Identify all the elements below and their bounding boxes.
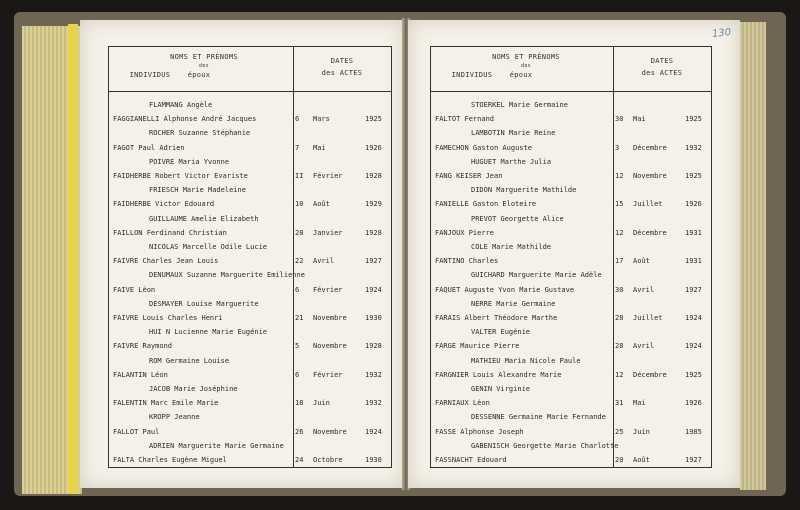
- des-actes-label: des ACTES: [321, 69, 363, 77]
- act-day: 6: [295, 370, 300, 379]
- individual-name: FANJOUX Pierre: [435, 228, 495, 237]
- act-day: 5: [295, 342, 300, 351]
- right-register-table: [430, 46, 712, 468]
- act-month: Décembre: [633, 143, 667, 152]
- page-edges-right: [740, 22, 766, 490]
- individual-name: FAIVRE Louis Charles Henri: [113, 314, 223, 322]
- act-month: Août: [633, 257, 650, 266]
- act-month: Avril: [633, 342, 655, 351]
- act-year: 1924: [365, 427, 382, 436]
- individual-name: FARGNIER Louis Alexandre Marie: [435, 370, 562, 379]
- act-year: 1928: [365, 172, 382, 180]
- individual-name: FASSNACHT Edouard: [435, 456, 507, 464]
- act-month: Décembre: [633, 228, 667, 237]
- act-day: 15: [615, 200, 624, 209]
- spouse-name: DIDON Marguerite Mathilde: [471, 186, 577, 195]
- des-actes-label: des ACTES: [641, 69, 683, 77]
- act-year: 1925: [685, 115, 702, 124]
- des-label: des: [199, 63, 209, 69]
- individual-name: FALTA Charles Eugène Miguel: [113, 456, 227, 464]
- individual-name: FAIDHERBE Victor Edouard: [113, 200, 215, 209]
- spouse-name: POIVRE Maria Yvonne: [149, 157, 230, 166]
- spouse-name: COLE Marie Mathilde: [471, 243, 552, 251]
- spouse-name: STOERKEL Marie Germaine: [471, 101, 568, 109]
- act-day: 12: [615, 172, 624, 180]
- act-year: 1932: [685, 143, 702, 152]
- act-month: Novembre: [313, 342, 347, 351]
- names-header: NOMS ET PRÉNOMS: [170, 53, 238, 61]
- spouse-name: GUICHARD Marguerite Marie Adèle: [471, 271, 602, 280]
- individual-name: FALLOT Paul: [113, 427, 160, 436]
- act-year: 1931: [685, 228, 702, 237]
- left-register-table: [108, 46, 392, 468]
- act-day: 30: [615, 115, 624, 124]
- act-day: 18: [295, 399, 304, 408]
- act-day: 17: [615, 257, 624, 266]
- individual-name: FARNIAUX Léon: [435, 399, 490, 408]
- act-year: 1925: [685, 172, 702, 180]
- act-year: 1931: [685, 257, 702, 266]
- column-divider: [293, 47, 294, 467]
- act-month: Novembre: [313, 314, 347, 322]
- act-day: 12: [615, 370, 624, 379]
- header-divider: [109, 91, 391, 92]
- act-year: 1927: [685, 285, 702, 294]
- act-day: 6: [295, 285, 300, 294]
- spouse-name: KROPP Jeanne: [149, 413, 200, 422]
- epoux-label: époux: [509, 71, 533, 79]
- spouse-name: HUGUET Marthe Julia: [471, 157, 552, 166]
- act-year: 1927: [365, 257, 382, 266]
- act-month: Février: [313, 172, 343, 180]
- act-day: 26: [295, 427, 304, 436]
- act-month: Novembre: [633, 172, 667, 180]
- act-month: Juin: [313, 399, 330, 408]
- spouse-name: PREVOT Georgette Alice: [471, 214, 564, 223]
- act-year: 1930: [365, 314, 382, 322]
- page-number: 130: [711, 27, 732, 40]
- spouse-name: GUILLAUME Amelie Elizabeth: [149, 214, 259, 223]
- act-day: 28: [295, 228, 304, 237]
- yellow-page-edge: [68, 24, 78, 494]
- act-year: 1924: [685, 314, 702, 322]
- spouse-name: VALTER Eugénie: [471, 328, 531, 337]
- spouse-name: JACOB Marie Joséphine: [149, 385, 238, 393]
- act-year: 1929: [365, 200, 382, 209]
- act-year: 1926: [685, 200, 702, 209]
- act-month: Février: [313, 285, 343, 294]
- act-year: 1924: [365, 285, 382, 294]
- act-year: 1925: [365, 115, 382, 124]
- des-label: des: [521, 63, 531, 69]
- individus-label: INDIVIDUS: [129, 71, 171, 79]
- spouse-name: ROM Germaine Louise: [149, 356, 230, 365]
- act-year: 1925: [685, 370, 702, 379]
- individual-name: FAIVRE Raymond: [113, 342, 173, 351]
- act-day: 25: [615, 427, 624, 436]
- individual-name: FALANTIN Léon: [113, 370, 168, 379]
- act-month: Mai: [633, 399, 646, 408]
- individual-name: FAIVRE Charles Jean Louis: [113, 257, 219, 266]
- act-year: 1985: [685, 427, 702, 436]
- individual-name: FARGE Maurice Pierre: [435, 342, 520, 351]
- spouse-name: NERRE Marie Germaine: [471, 299, 556, 308]
- dates-header: DATES: [330, 57, 354, 65]
- header-divider: [431, 91, 711, 92]
- spouse-name: GENIN Virginie: [471, 385, 531, 393]
- individual-name: FAGOT Paul Adrien: [113, 143, 185, 152]
- act-day: 31: [615, 399, 624, 408]
- act-year: 1928: [365, 228, 382, 237]
- spouse-name: MATHIEU Maria Nicole Paule: [471, 356, 581, 365]
- act-year: 1926: [365, 143, 382, 152]
- act-year: 1927: [685, 456, 702, 464]
- individual-name: FASSE Alphonse Joseph: [435, 427, 524, 436]
- act-month: Mai: [313, 143, 326, 152]
- act-day: 30: [615, 285, 624, 294]
- act-month: Juin: [633, 427, 650, 436]
- epoux-label: époux: [187, 71, 211, 79]
- act-year: 1926: [685, 399, 702, 408]
- act-month: Décembre: [633, 370, 667, 379]
- spouse-name: NICOLAS Marcelle Odile Lucie: [149, 243, 268, 251]
- spouse-name: DESMAYER Louise Marguerite: [149, 299, 259, 308]
- individual-name: FAQUET Auguste Yvon Marie Gustave: [435, 285, 575, 294]
- act-month: Avril: [313, 257, 335, 266]
- spouse-name: GABENISCH Georgette Marie Charlotte: [471, 441, 619, 450]
- act-day: II: [295, 172, 304, 180]
- act-day: 20: [615, 456, 624, 464]
- act-month: Juillet: [633, 200, 663, 209]
- act-day: 10: [295, 200, 304, 209]
- individual-name: FANG KEISER Jean: [435, 172, 503, 180]
- act-day: 6: [295, 115, 300, 124]
- individual-name: FALENTIN Marc Emile Marie: [113, 399, 219, 408]
- act-day: 7: [295, 143, 300, 152]
- act-month: Novembre: [313, 427, 347, 436]
- act-day: 12: [615, 228, 624, 237]
- act-day: 3: [615, 143, 620, 152]
- individual-name: FANTINO Charles: [435, 257, 499, 266]
- act-month: Janvier: [313, 228, 343, 237]
- act-month: Avril: [633, 285, 655, 294]
- act-day: 21: [295, 314, 304, 322]
- act-day: 28: [615, 342, 624, 351]
- spouse-name: ADRIEN Marguerite Marie Germaine: [149, 441, 284, 450]
- act-year: 1924: [685, 342, 702, 351]
- left-page: [80, 20, 404, 488]
- act-month: Juillet: [633, 314, 663, 322]
- individual-name: FALTOT Fernand: [435, 115, 495, 124]
- act-month: Février: [313, 370, 343, 379]
- individual-name: FAIVE Léon: [113, 285, 156, 294]
- spouse-name: DENUMAUX Suzanne Marguerite Emilienne: [149, 271, 305, 280]
- individual-name: FANIELLE Gaston Eloteire: [435, 200, 537, 209]
- spouse-name: FRIESCH Marie Madeleine: [149, 186, 246, 195]
- act-day: 28: [615, 314, 624, 322]
- act-year: 1932: [365, 370, 382, 379]
- spouse-name: FLAMMANG Angèle: [149, 101, 213, 109]
- dates-header: DATES: [650, 57, 674, 65]
- names-header: NOMS ET PRÉNOMS: [492, 53, 560, 61]
- individual-name: FAILLON Ferdinand Christian: [113, 228, 227, 237]
- act-month: Août: [633, 456, 650, 464]
- act-month: Mars: [313, 115, 330, 124]
- individual-name: FARAIS Albert Théodore Marthe: [435, 314, 558, 322]
- individual-name: FAGGIANELLI Alphonse André Jacques: [113, 115, 257, 124]
- act-year: 1932: [365, 399, 382, 408]
- act-month: Août: [313, 200, 330, 209]
- individual-name: FAMECHON Gaston Auguste: [435, 143, 532, 152]
- individual-name: FAIDHERBE Robert Victor Evariste: [113, 172, 248, 180]
- spouse-name: LAMBOTIN Marie Reine: [471, 129, 556, 138]
- act-month: Mai: [633, 115, 646, 124]
- spouse-name: DESSENNE Germaine Marie Fernande: [471, 413, 606, 422]
- act-month: Octobre: [313, 456, 343, 464]
- individus-label: INDIVIDUS: [451, 71, 493, 79]
- act-day: 22: [295, 257, 304, 266]
- right-page: [408, 20, 740, 488]
- spouse-name: ROCHER Suzanne Stéphanie: [149, 129, 251, 138]
- act-day: 24: [295, 456, 304, 464]
- spouse-name: HUI N Lucienne Marie Eugénie: [149, 328, 268, 337]
- act-year: 1930: [365, 456, 382, 464]
- column-divider: [613, 47, 614, 467]
- act-year: 1928: [365, 342, 382, 351]
